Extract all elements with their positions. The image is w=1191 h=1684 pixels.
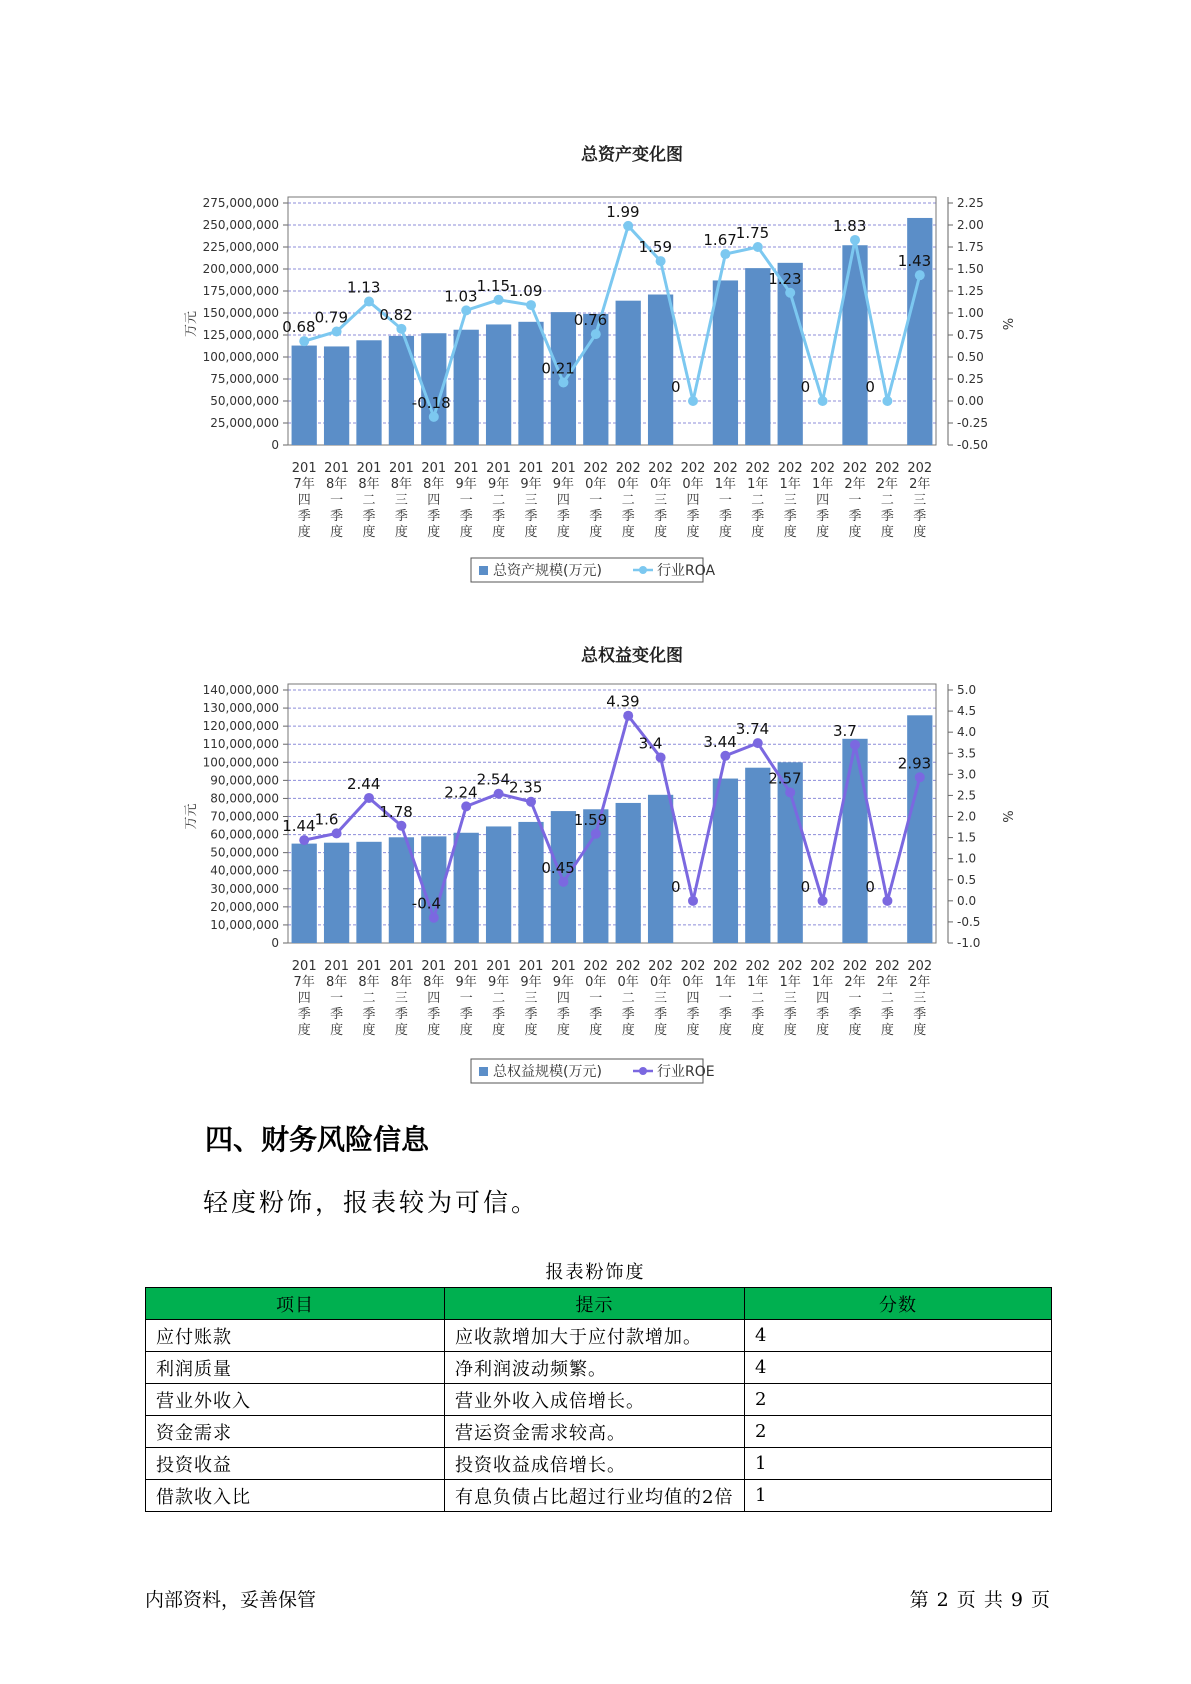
- data-label: 0.21: [541, 359, 575, 378]
- y2-tick-label: 2.5: [957, 788, 977, 803]
- y2-tick-label: 4.0: [957, 725, 977, 740]
- x-tick-label: 202 0年一季度: [583, 959, 609, 1038]
- x-tick-label: 202 0年一季度: [583, 461, 609, 540]
- y2-tick-label: -0.50: [957, 438, 989, 452]
- total-assets-chart: [0, 0, 1191, 600]
- line-point: [364, 793, 374, 803]
- line-point: [656, 752, 666, 762]
- x-tick-label: 201 8年三季度: [388, 461, 414, 540]
- line-point: [332, 326, 342, 336]
- y-tick-label: 10,000,000: [210, 917, 279, 932]
- bar: [324, 346, 349, 445]
- cell-hint: 投资收益成倍增长。: [445, 1448, 745, 1480]
- x-tick-label: 202 1年三季度: [777, 461, 803, 540]
- data-label: 1.83: [833, 216, 867, 235]
- x-tick-label: 202 0年三季度: [648, 461, 674, 540]
- y-tick-label: 130,000,000: [202, 701, 279, 716]
- x-tick-label: 201 9年一季度: [453, 959, 479, 1038]
- cell-hint: 应收款增加大于应付款增加。: [445, 1320, 745, 1352]
- cell-item: 应付账款: [146, 1320, 445, 1352]
- x-tick-label: 201 8年一季度: [324, 461, 350, 540]
- cell-score: 2: [745, 1416, 1052, 1448]
- line-point: [753, 738, 763, 748]
- table-caption: 报表粉饰度: [545, 1262, 646, 1283]
- line-point: [720, 751, 730, 761]
- y-axis-title: 万元: [184, 310, 199, 338]
- y2-tick-label: -0.5: [957, 914, 981, 929]
- line-point: [396, 324, 406, 334]
- bar: [745, 268, 770, 445]
- y-tick-label: 30,000,000: [210, 881, 279, 896]
- x-tick-label: 202 0年三季度: [648, 959, 674, 1038]
- x-tick-label: 202 0年四季度: [680, 461, 706, 540]
- x-tick-label: 202 0年四季度: [680, 959, 706, 1038]
- data-label: 0: [865, 378, 875, 396]
- table-row: [146, 1416, 1052, 1448]
- x-tick-label: 202 1年一季度: [712, 461, 738, 540]
- data-label: 1.09: [509, 282, 543, 301]
- line-point: [591, 829, 601, 839]
- bar: [518, 822, 543, 943]
- y-tick-label: 60,000,000: [210, 827, 279, 842]
- x-tick-label: 201 7年四季度: [291, 461, 317, 540]
- line-point: [494, 295, 504, 305]
- line-point: [591, 329, 601, 339]
- line-point: [364, 297, 374, 307]
- line-point: [461, 305, 471, 315]
- line-point: [753, 242, 763, 252]
- table-row: [146, 1320, 1052, 1352]
- line-point: [494, 789, 504, 799]
- y-tick-label: 100,000,000: [202, 755, 279, 770]
- data-label: 0: [800, 877, 811, 896]
- cell-item: 营业外收入: [146, 1384, 445, 1416]
- bar: [292, 346, 317, 445]
- header-score: 分数: [745, 1288, 1052, 1320]
- data-label: 2.44: [347, 774, 381, 793]
- bar: [713, 280, 738, 445]
- line-point: [429, 412, 439, 422]
- x-tick-label: 201 7年四季度: [291, 959, 317, 1038]
- bar: [616, 803, 641, 943]
- x-tick-label: 201 8年四季度: [421, 461, 447, 540]
- y2-tick-label: -1.0: [957, 936, 981, 950]
- line-point: [429, 913, 439, 923]
- bar: [842, 739, 867, 943]
- data-label: -0.18: [411, 393, 451, 412]
- x-tick-label: 202 1年二季度: [745, 959, 771, 1038]
- data-label: 1.75: [735, 224, 770, 242]
- x-tick-label: 202 2年三季度: [907, 461, 933, 540]
- line-point: [558, 378, 568, 388]
- risk-table: [145, 1287, 1052, 1512]
- y-tick-label: 0: [271, 936, 279, 950]
- data-label: 0.76: [573, 311, 608, 330]
- y-tick-label: 50,000,000: [210, 394, 279, 408]
- y-tick-label: 200,000,000: [202, 262, 279, 276]
- y2-tick-label: 2.0: [957, 809, 977, 824]
- cell-hint: 净利润波动频繁。: [445, 1352, 745, 1384]
- line-point: [882, 396, 892, 406]
- bar: [356, 340, 381, 445]
- data-label: 2.24: [444, 783, 478, 802]
- data-label: 1.67: [703, 231, 737, 250]
- data-label: 0: [865, 877, 875, 896]
- bar: [518, 322, 543, 445]
- y2-tick-label: 3.0: [957, 767, 977, 782]
- y-tick-label: 110,000,000: [202, 737, 279, 752]
- line-point: [623, 221, 633, 231]
- x-tick-label: 202 0年二季度: [615, 461, 641, 540]
- y2-axis-title: %: [999, 810, 1014, 823]
- data-label: 1.15: [476, 276, 511, 295]
- y-tick-label: 70,000,000: [210, 809, 279, 824]
- y2-tick-label: -0.25: [957, 416, 989, 430]
- chart-title: 总资产变化图: [581, 145, 683, 165]
- x-tick-label: 201 9年三季度: [518, 461, 544, 540]
- x-tick-label: 201 9年一季度: [453, 461, 479, 540]
- legend-swatch-bar: [479, 1067, 488, 1076]
- bar: [842, 245, 867, 445]
- cell-hint: 营运资金需求较高。: [445, 1416, 745, 1448]
- data-label: 0: [671, 378, 681, 396]
- line-point: [299, 835, 309, 845]
- x-tick-label: 201 9年四季度: [550, 959, 576, 1038]
- table-header-row: [146, 1288, 1052, 1320]
- header-hint: 提示: [445, 1288, 745, 1320]
- cell-score: 4: [745, 1320, 1052, 1352]
- bar: [292, 844, 317, 943]
- data-label: 1.59: [638, 238, 673, 257]
- x-tick-label: 201 8年四季度: [421, 959, 447, 1038]
- y2-tick-label: 0.5: [957, 872, 977, 887]
- y-tick-label: 20,000,000: [210, 899, 279, 914]
- legend-swatch-bar: [479, 566, 488, 575]
- y-tick-label: 100,000,000: [202, 350, 279, 364]
- bar: [356, 842, 381, 943]
- bar: [648, 295, 673, 445]
- x-tick-label: 201 8年二季度: [356, 461, 382, 540]
- line-point: [688, 396, 698, 406]
- y-tick-label: 0: [271, 438, 279, 452]
- data-label: 3.44: [703, 732, 737, 751]
- data-label: 1.78: [379, 802, 413, 821]
- x-tick-label: 202 0年二季度: [615, 959, 641, 1038]
- data-label: 0: [800, 378, 811, 396]
- line-point: [526, 300, 536, 310]
- y-tick-label: 125,000,000: [202, 328, 279, 342]
- line-point: [396, 821, 406, 831]
- data-label: 1.13: [347, 278, 381, 297]
- line-point: [915, 270, 925, 280]
- x-tick-label: 202 2年三季度: [907, 959, 933, 1038]
- cell-item: 利润质量: [146, 1352, 445, 1384]
- y-tick-label: 90,000,000: [210, 773, 279, 788]
- y2-tick-label: 0.0: [957, 893, 977, 908]
- y2-tick-label: 1.0: [957, 851, 977, 866]
- x-tick-label: 201 9年二季度: [486, 461, 512, 540]
- line-point: [785, 288, 795, 298]
- y-tick-label: 250,000,000: [202, 218, 279, 232]
- data-label: 2.54: [476, 770, 511, 789]
- x-tick-label: 202 1年三季度: [777, 959, 803, 1038]
- data-label: 2.35: [509, 778, 543, 797]
- cell-hint: 营业外收入成倍增长。: [445, 1384, 745, 1416]
- y-tick-label: 150,000,000: [202, 306, 279, 320]
- line-point: [332, 828, 342, 838]
- line-point: [526, 797, 536, 807]
- y2-tick-label: 1.25: [957, 284, 984, 298]
- data-label: 4.39: [606, 692, 640, 711]
- chart-legend: [471, 558, 716, 582]
- x-tick-label: 202 2年二季度: [874, 461, 900, 540]
- risk-summary: 轻度粉饰，报表较为可信。: [203, 1188, 540, 1217]
- y2-tick-label: 0.00: [957, 394, 984, 408]
- x-tick-label: 202 1年四季度: [810, 461, 836, 540]
- y2-tick-label: 5.0: [957, 683, 977, 697]
- y2-tick-label: 2.00: [957, 218, 984, 232]
- data-label: 0.68: [282, 318, 316, 337]
- line-point: [818, 396, 828, 406]
- bar: [454, 330, 479, 445]
- data-label: 1.6: [314, 810, 339, 829]
- cell-item: 投资收益: [146, 1448, 445, 1480]
- y-tick-label: 75,000,000: [210, 372, 279, 386]
- cell-item: 资金需求: [146, 1416, 445, 1448]
- legend-label-line: 行业ROE: [657, 1064, 715, 1080]
- x-tick-label: 201 9年二季度: [486, 959, 512, 1038]
- y-tick-label: 25,000,000: [210, 416, 279, 430]
- chart-legend: [471, 1059, 715, 1083]
- data-label: 3.4: [638, 734, 663, 753]
- data-label: 2.93: [897, 754, 932, 773]
- chart-svg: [0, 0, 1191, 600]
- data-label: 0.79: [314, 308, 349, 327]
- total-equity-chart: [0, 600, 1191, 1100]
- footer-confidential: 内部资料，妥善保管: [145, 1589, 317, 1611]
- chart-title: 总权益变化图: [581, 646, 683, 666]
- x-tick-label: 202 1年四季度: [810, 959, 836, 1038]
- cell-item: 借款收入比: [146, 1480, 445, 1512]
- y-axis-title: 万元: [184, 803, 199, 830]
- data-label: 1.23: [768, 269, 802, 288]
- bar: [648, 795, 673, 943]
- cell-hint: 有息负债占比超过行业均值的2倍: [445, 1480, 745, 1512]
- y2-tick-label: 1.5: [957, 830, 977, 845]
- y-tick-label: 80,000,000: [210, 791, 279, 806]
- y2-tick-label: 1.00: [957, 306, 984, 320]
- y-tick-label: 50,000,000: [210, 845, 279, 860]
- y-tick-label: 120,000,000: [202, 719, 279, 734]
- chart-svg: [0, 600, 1191, 1100]
- line-point: [688, 896, 698, 906]
- y-tick-label: 175,000,000: [202, 284, 279, 298]
- data-label: 2.57: [768, 769, 802, 788]
- cell-score: 2: [745, 1384, 1052, 1416]
- bar: [486, 826, 511, 943]
- data-label: 0: [671, 877, 681, 896]
- y-tick-label: 275,000,000: [202, 196, 279, 210]
- data-label: 1.59: [573, 810, 608, 829]
- y2-tick-label: 2.25: [957, 196, 984, 210]
- line-point: [850, 235, 860, 245]
- data-label: 0.82: [379, 305, 413, 324]
- y-tick-label: 40,000,000: [210, 863, 279, 878]
- line-point: [785, 787, 795, 797]
- x-tick-label: 202 2年一季度: [842, 461, 868, 540]
- x-tick-label: 201 8年一季度: [324, 959, 350, 1038]
- legend-label-line: 行业ROA: [657, 563, 716, 579]
- x-tick-label: 201 9年三季度: [518, 959, 544, 1038]
- data-label: 3.7: [833, 721, 857, 740]
- data-label: 0.45: [541, 858, 575, 877]
- table-row: [146, 1480, 1052, 1512]
- y2-tick-label: 4.5: [957, 704, 977, 719]
- line-point: [720, 249, 730, 259]
- bar: [324, 843, 349, 943]
- table-row: [146, 1448, 1052, 1480]
- x-tick-label: 202 1年二季度: [745, 461, 771, 540]
- x-tick-label: 202 2年二季度: [874, 959, 900, 1038]
- legend-swatch-point: [639, 566, 647, 574]
- data-label: 1.43: [897, 252, 932, 271]
- line-point: [656, 256, 666, 266]
- y2-tick-label: 3.5: [957, 746, 977, 761]
- line-point: [850, 740, 860, 750]
- line-point: [461, 801, 471, 811]
- x-tick-label: 202 1年一季度: [712, 959, 738, 1038]
- line-point: [299, 336, 309, 346]
- data-label: -0.4: [411, 894, 442, 913]
- line-point: [818, 896, 828, 906]
- y2-axis-title: %: [999, 317, 1014, 331]
- y2-tick-label: 0.50: [957, 350, 984, 364]
- legend-swatch-point: [639, 1067, 647, 1075]
- legend-label-bar: 总资产规模(万元): [493, 563, 602, 579]
- section-title: 四、财务风险信息: [205, 1123, 430, 1156]
- x-tick-label: 201 8年二季度: [356, 959, 382, 1038]
- cell-score: 1: [745, 1448, 1052, 1480]
- x-tick-label: 201 9年四季度: [550, 461, 576, 540]
- line-point: [623, 711, 633, 721]
- legend-label-bar: 总权益规模(万元): [493, 1064, 602, 1080]
- table-row: [146, 1352, 1052, 1384]
- cell-score: 1: [745, 1480, 1052, 1512]
- data-label: 3.74: [735, 720, 770, 739]
- line-point: [915, 772, 925, 782]
- bar: [454, 833, 479, 943]
- footer-page-number: 第 2 页 共 9 页: [909, 1589, 1051, 1611]
- bar: [713, 779, 738, 943]
- y2-tick-label: 0.25: [957, 372, 984, 386]
- line-point: [558, 877, 568, 887]
- y2-tick-label: 1.75: [957, 240, 984, 254]
- line-point: [882, 896, 892, 906]
- bar: [745, 768, 770, 943]
- y2-tick-label: 1.50: [957, 262, 984, 276]
- bar: [907, 715, 932, 943]
- x-tick-label: 202 2年一季度: [842, 959, 868, 1038]
- y2-tick-label: 0.75: [957, 328, 984, 342]
- data-label: 1.99: [606, 202, 640, 221]
- bar: [486, 324, 511, 445]
- y-tick-label: 225,000,000: [202, 240, 279, 254]
- data-label: 1.44: [282, 817, 316, 836]
- data-label: 1.03: [444, 287, 478, 306]
- table-row: [146, 1384, 1052, 1416]
- y-tick-label: 140,000,000: [202, 683, 279, 697]
- x-tick-label: 201 8年三季度: [388, 959, 414, 1038]
- header-item: 项目: [146, 1288, 445, 1320]
- bar: [616, 301, 641, 445]
- cell-score: 4: [745, 1352, 1052, 1384]
